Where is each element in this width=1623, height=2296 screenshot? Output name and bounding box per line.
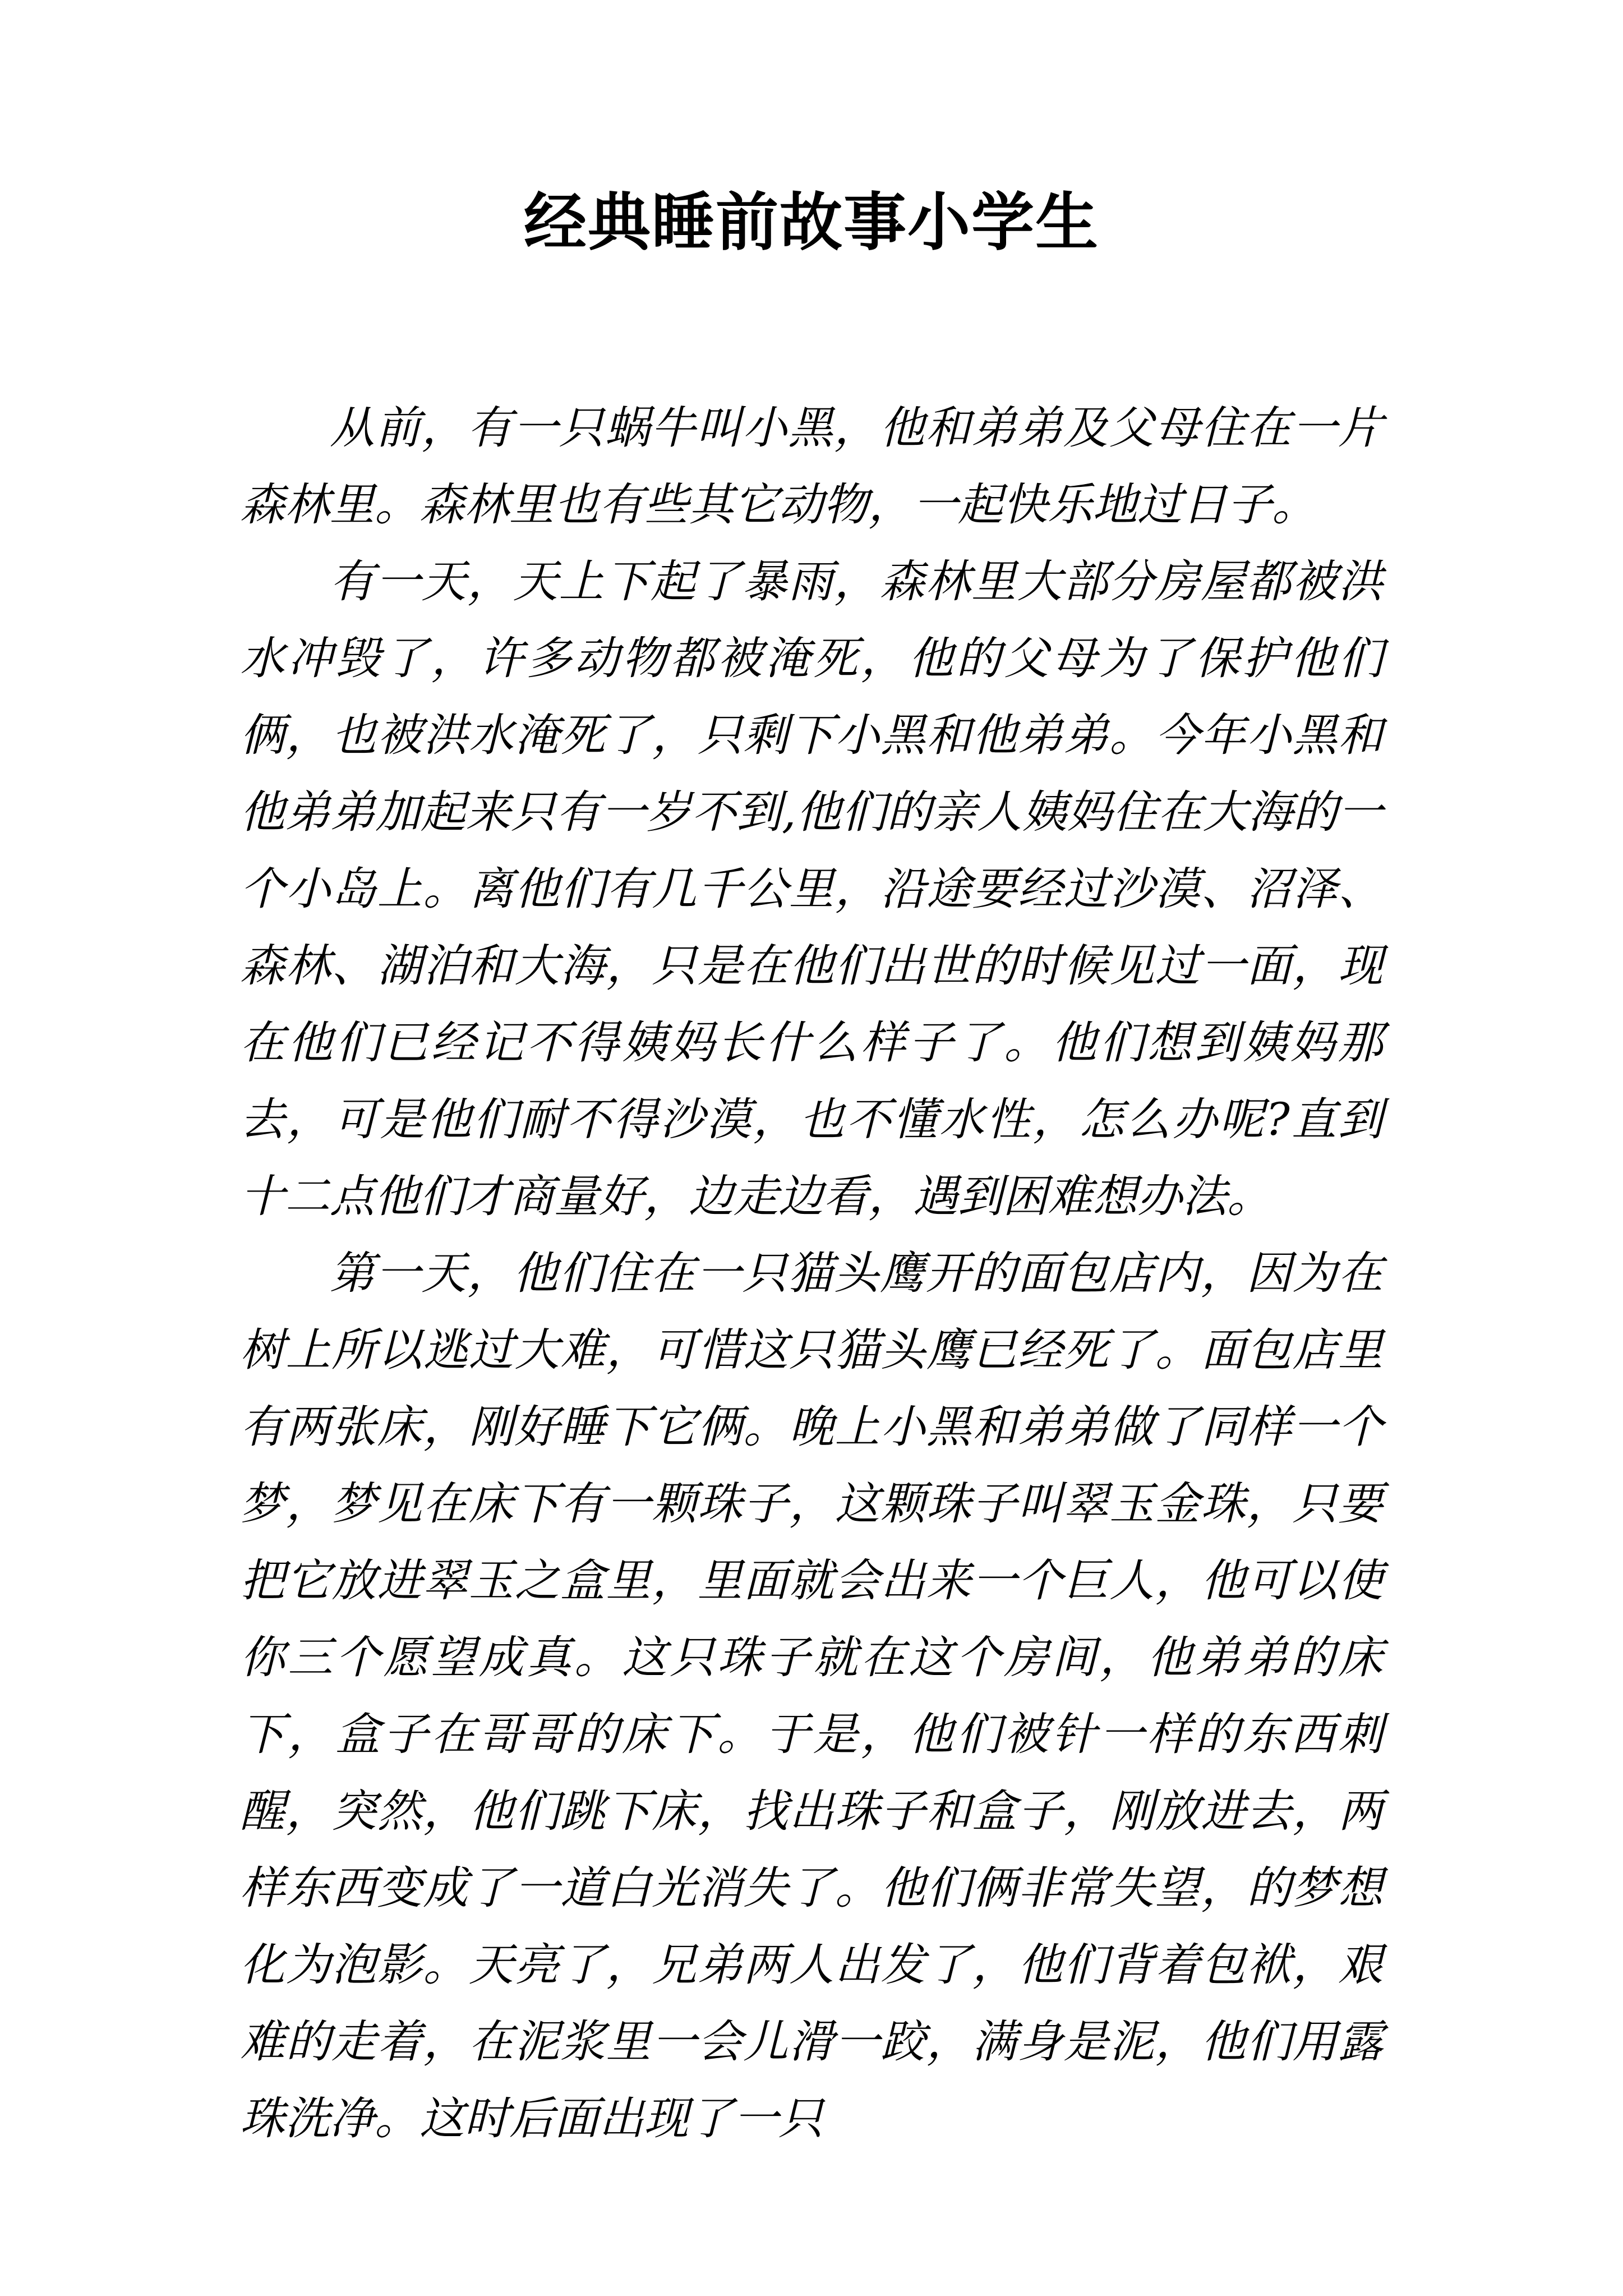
paragraph: 第一天，他们住在一只猫头鹰开的面包店内，因为在树上所以逃过大难，可惜这只猫头鹰已经死了。面包店里有两张床，刚好睡下它俩。晚上小黑和弟弟做了同样一个梦，梦见在床下有一颗珠子，这颗珠子叫翠玉金珠，只要把它放进翠玉之盒里，里面就会出来一个巨人，他可以使你三个愿望成真。这只珠子就在这个房间，他弟弟的床下，盒子在哥哥的床下。于是，他们被针一样的东西刺醒，突然，他们跳下床，找出珠子和盒子，刚放进去，两样东西变成了一道白光消失了。他们俩非常失望，的梦想化为泡影。天亮了，兄弟两人出发了，他们背着包袱，艰难的走着，在泥浆里一会儿滑一跤，满身是泥，他们用露珠洗净。这时后面出现了一只 bbox=[240, 1247, 1383, 2145]
paragraph: 有一天，天上下起了暴雨，森林里大部分房屋都被洪水冲毁了，许多动物都被淹死，他的父母为了保护他们俩，也被洪水淹死了，只剩下小黑和他弟弟。今年小黑和他弟弟加起来只有一岁不到,他们的亲人姨妈住在大海的一个小岛上。离他们有几千公里，沿途要经过沙漠、沼泽、森林、湖泊和大海，只是在他们出世的时候见过一面，现在他们已经记不得姨妈长什么样子了。他们想到姨妈那去，可是他们耐不得沙漠，也不懂水性，怎么办呢?直到十二点他们才商量好，边走边看，遇到困难想办法。 bbox=[240, 555, 1383, 1223]
paragraph: 从前，有一只蜗牛叫小黑，他和弟弟及父母住在一片森林里。森林里也有些其它动物，一起快乐地过日子。 bbox=[240, 402, 1383, 531]
document-title: 经典睡前故事小学生 bbox=[524, 186, 1099, 259]
document-body bbox=[240, 389, 1383, 2157]
